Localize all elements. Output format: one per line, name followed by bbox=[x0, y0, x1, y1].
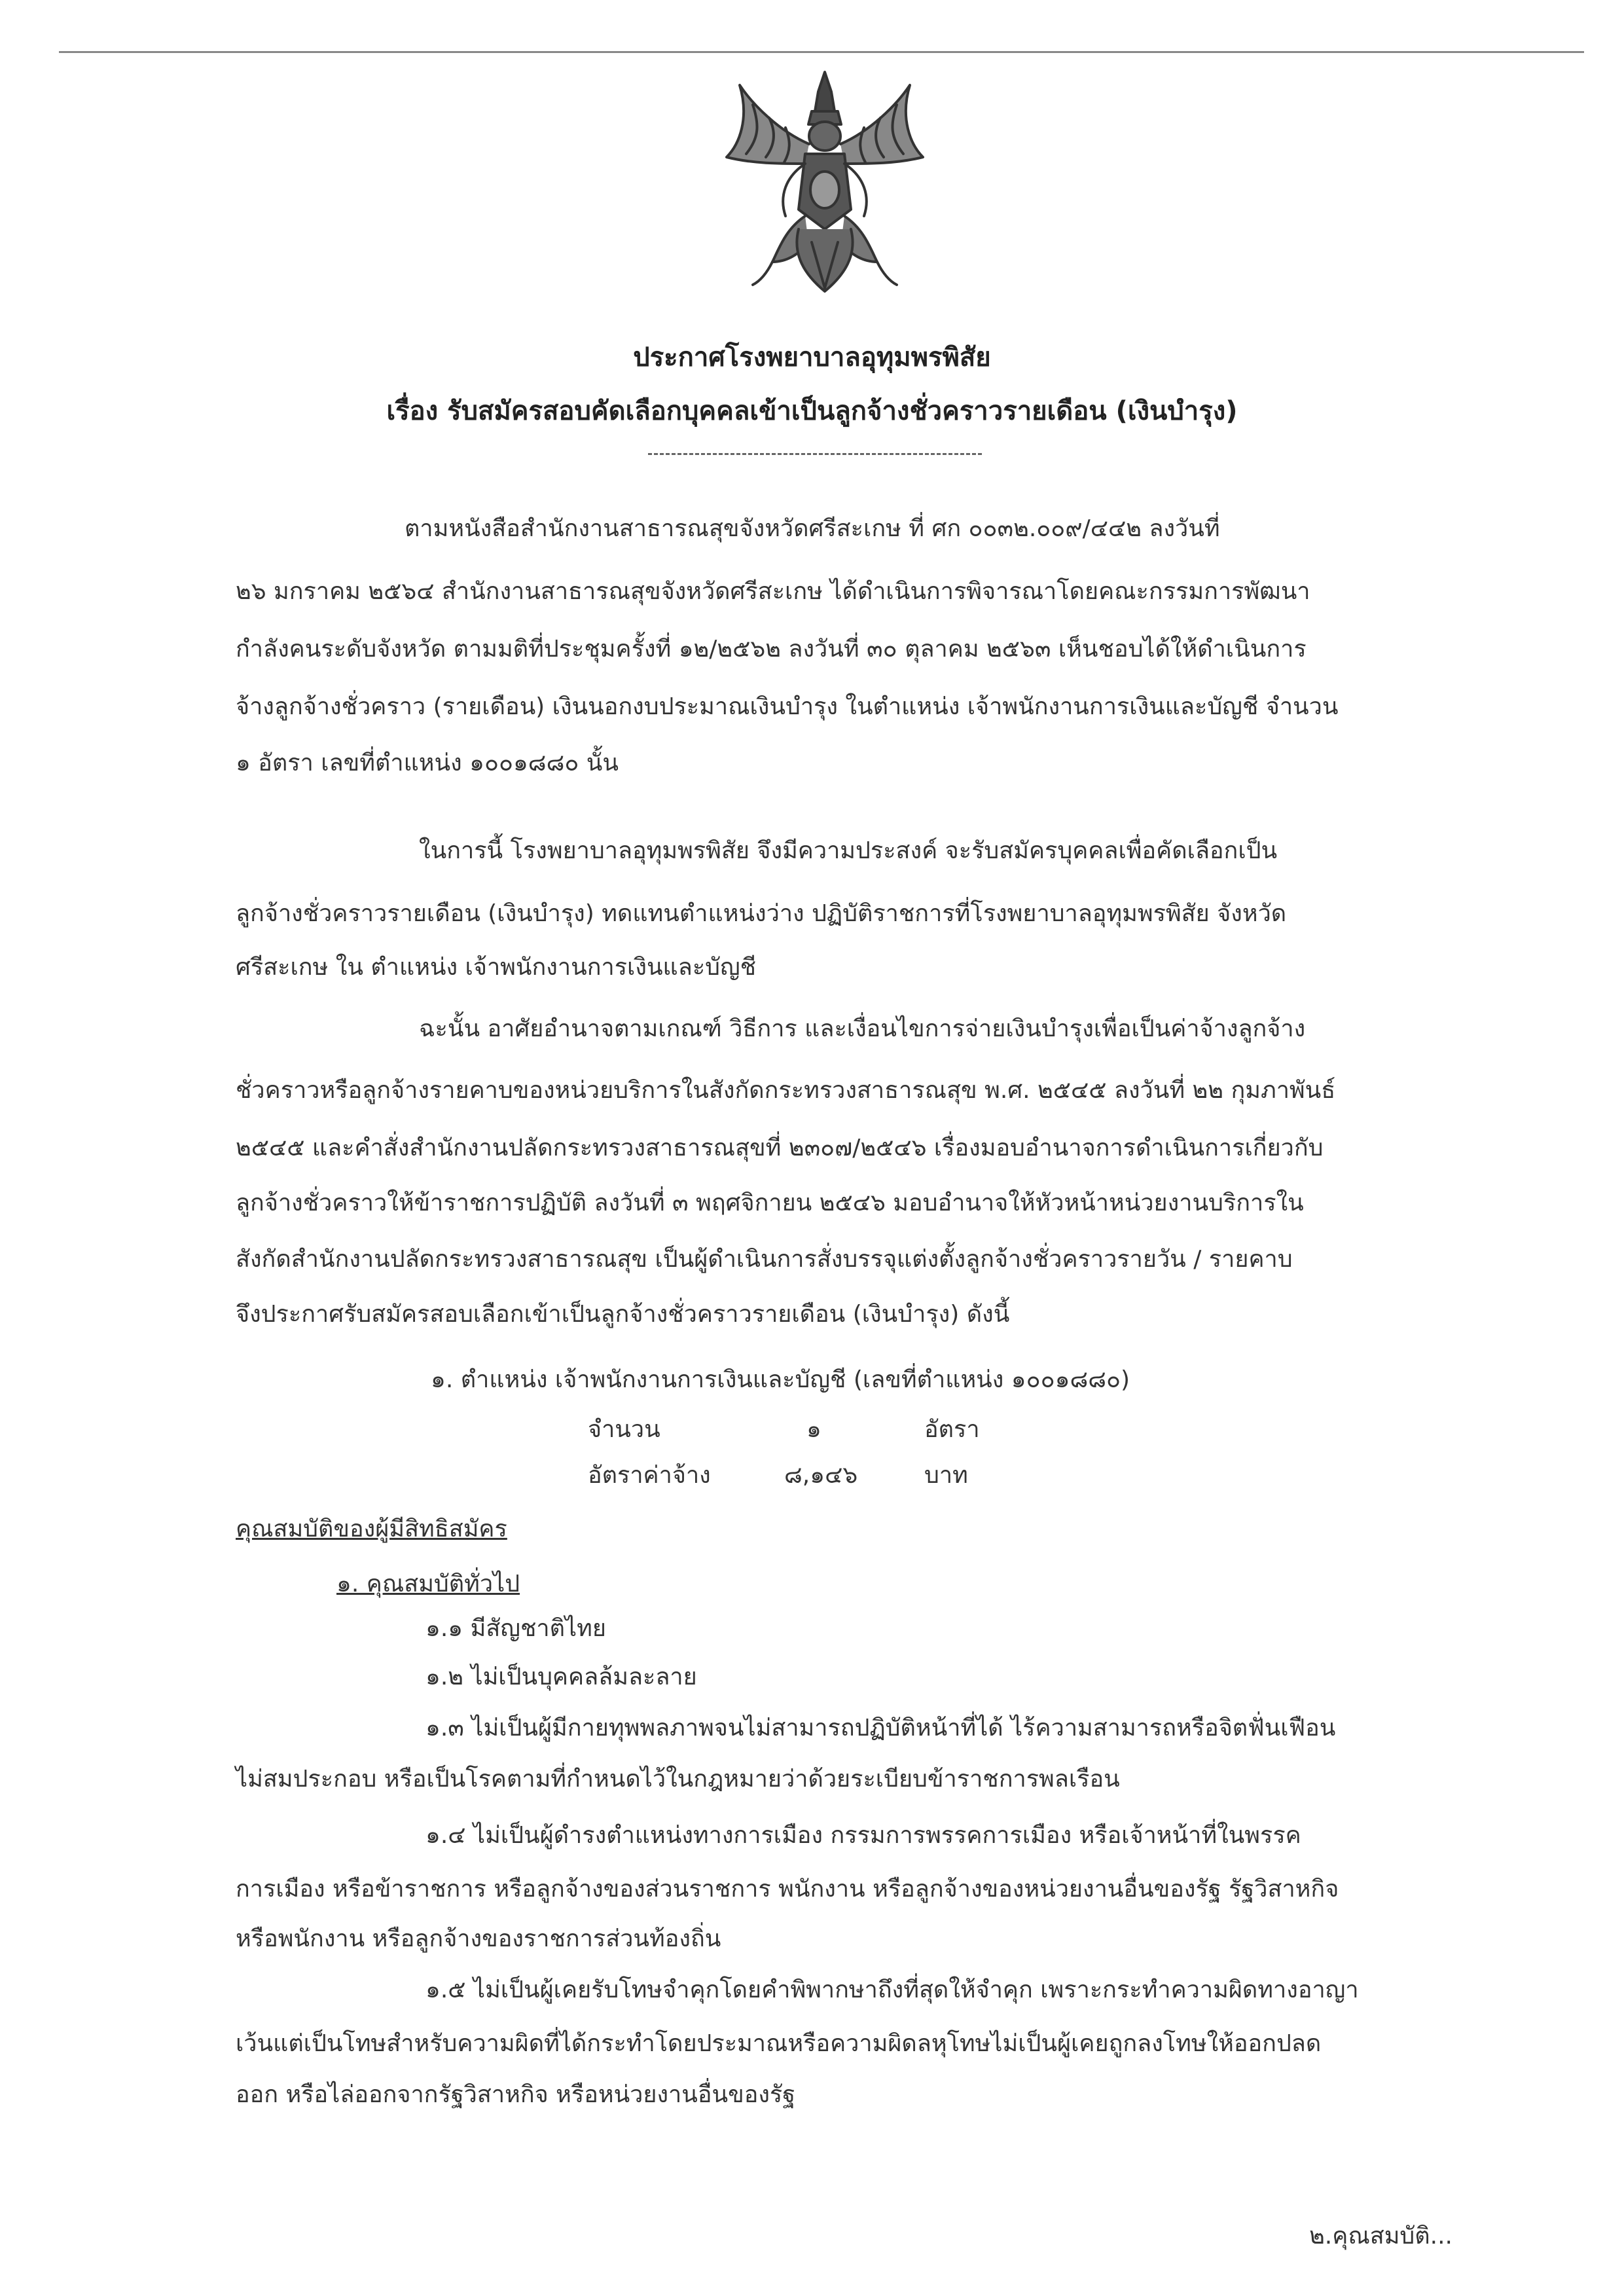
position-wage-label: อัตราค่าจ้าง bbox=[588, 1462, 711, 1489]
garuda-emblem-icon bbox=[713, 65, 936, 301]
position-wage-value: ๘,๑๔๖ bbox=[784, 1462, 858, 1489]
qualification-item-2: ๑.๒ ไม่เป็นบุคคลล้มละลาย bbox=[425, 1664, 697, 1690]
qualification-item-5-line-3: ออก หรือไล่ออกจากรัฐวิสาหกิจ หรือหน่วยงานอื่นของรัฐ bbox=[236, 2081, 796, 2108]
paragraph-1-line-2: ๒๖ มกราคม ๒๕๖๔ สำนักงานสาธารณสุขจังหวัดศรีสะเกษ ได้ดำเนินการพิจารณาโดยคณะกรรมการพัฒนา bbox=[236, 578, 1310, 605]
paragraph-1-line-5: ๑ อัตรา เลขที่ตำแหน่ง ๑๐๐๑๘๘๐ นั้น bbox=[236, 750, 619, 776]
paragraph-3-line-5: สังกัดสำนักงานปลัดกระทรวงสาธารณสุข เป็นผู้ดำเนินการสั่งบรรจุแต่งตั้งลูกจ้างชั่วคราวรายวัน / รายคาบ bbox=[236, 1246, 1293, 1273]
paragraph-1-line-4: จ้างลูกจ้างชั่วคราว (รายเดือน) เงินนอกงบประมาณเงินบำรุง ในตำแหน่ง เจ้าพนักงานการเงินและบัญชี จำนวน bbox=[236, 693, 1339, 720]
qualification-item-4-line-3: หรือพนักงาน หรือลูกจ้างของราชการส่วนท้องถิ่น bbox=[236, 1925, 721, 1952]
qualification-item-4-line-2: การเมือง หรือข้าราชการ หรือลูกจ้างของส่วนราชการ พนักงาน หรือลูกจ้างของหน่วยงานอื่นของรัฐ รัฐวิสาหกิจ bbox=[236, 1876, 1339, 1903]
page-title: ประกาศโรงพยาบาลอุทุมพรพิสัย bbox=[633, 342, 991, 373]
position-wage-unit: บาท bbox=[924, 1462, 968, 1489]
general-qualifications-heading: ๑. คุณสมบัติทั่วไป bbox=[336, 1571, 520, 1597]
paragraph-2-line-3: ศรีสะเกษ ใน ตำแหน่ง เจ้าพนักงานการเงินและบัญชี bbox=[236, 954, 757, 981]
paragraph-2-line-1: ในการนี้ โรงพยาบาลอุทุมพรพิสัย จึงมีความประสงค์ จะรับสมัครบุคคลเพื่อคัดเลือกเป็น bbox=[419, 837, 1278, 864]
paragraph-3-line-3: ๒๕๔๕ และคำสั่งสำนักงานปลัดกระทรวงสาธารณสุขที่ ๒๓๐๗/๒๕๔๖ เรื่องมอบอำนาจการดำเนินการเกี่ยวกับ bbox=[236, 1135, 1324, 1161]
position-count-label: จำนวน bbox=[588, 1416, 660, 1443]
qualification-item-4-line-1: ๑.๔ ไม่เป็นผู้ดำรงตำแหน่งทางการเมือง กรรมการพรรคการเมือง หรือเจ้าหน้าที่ในพรรค bbox=[425, 1822, 1301, 1849]
paragraph-2-line-2: ลูกจ้างชั่วคราวรายเดือน (เงินบำรุง) ทดแทนตำแหน่งว่าง ปฏิบัติราชการที่โรงพยาบาลอุทุมพรพิสัย จังหวัด bbox=[236, 900, 1287, 927]
qualification-item-1: ๑.๑ มีสัญชาติไทย bbox=[425, 1615, 606, 1642]
position-heading: ๑. ตำแหน่ง เจ้าพนักงานการเงินและบัญชี (เลขที่ตำแหน่ง ๑๐๐๑๘๘๐) bbox=[431, 1366, 1130, 1393]
qualification-item-3-line-1: ๑.๓ ไม่เป็นผู้มีกายทุพพลภาพจนไม่สามารถปฏิบัติหน้าที่ได้ ไร้ความสามารถหรือจิตฟั่นเฟือน bbox=[425, 1715, 1336, 1741]
continuation-marker: ๒.คุณสมบัติ... bbox=[1309, 2223, 1453, 2250]
qualification-item-3-line-2: ไม่สมประกอบ หรือเป็นโรคตามที่กำหนดไว้ในกฎหมายว่าด้วยระเบียบข้าราชการพลเรือน bbox=[236, 1766, 1120, 1793]
paragraph-3-line-2: ชั่วคราวหรือลูกจ้างรายคาบของหน่วยบริการในสังกัดกระทรวงสาธารณสุข พ.ศ. ๒๕๔๕ ลงวันที่ ๒๒ กุมภาพันธ์ bbox=[236, 1077, 1336, 1104]
qualifications-heading: คุณสมบัติของผู้มีสิทธิสมัคร bbox=[236, 1516, 507, 1542]
title-divider bbox=[648, 453, 982, 455]
subject-line: เรื่อง รับสมัครสอบคัดเลือกบุคคลเข้าเป็นลูกจ้างชั่วคราวรายเดือน (เงินบำรุง) bbox=[386, 396, 1238, 426]
paragraph-3-line-6: จึงประกาศรับสมัครสอบเลือกเข้าเป็นลูกจ้างชั่วคราวรายเดือน (เงินบำรุง) ดังนี้ bbox=[236, 1301, 1010, 1328]
qualification-item-5-line-1: ๑.๕ ไม่เป็นผู้เคยรับโทษจำคุกโดยคำพิพากษาถึงที่สุดให้จำคุก เพราะกระทำความผิดทางอาญา bbox=[425, 1977, 1359, 2003]
top-scan-edge bbox=[59, 51, 1584, 53]
paragraph-1-line-1: ตามหนังสือสำนักงานสาธารณสุขจังหวัดศรีสะเกษ ที่ ศก ๐๐๓๒.๐๐๙/๔๔๒ ลงวันที่ bbox=[405, 515, 1220, 542]
qualification-item-5-line-2: เว้นแต่เป็นโทษสำหรับความผิดที่ได้กระทำโดยประมาณหรือความผิดลหุโทษไม่เป็นผู้เคยถูกลงโทษให้ออกปลด bbox=[236, 2030, 1322, 2057]
position-count-unit: อัตรา bbox=[924, 1416, 980, 1443]
paragraph-1-line-3: กำลังคนระดับจังหวัด ตามมติที่ประชุมครั้งที่ ๑๒/๒๕๖๒ ลงวันที่ ๓๐ ตุลาคม ๒๕๖๓ เห็นชอบได้ให้ดำเนินการ bbox=[236, 636, 1307, 663]
position-count-value: ๑ bbox=[806, 1416, 821, 1443]
paragraph-3-line-4: ลูกจ้างชั่วคราวให้ข้าราชการปฏิบัติ ลงวันที่ ๓ พฤศจิกายน ๒๕๔๖ มอบอำนาจให้หัวหน้าหน่วยงานบริการใน bbox=[236, 1190, 1304, 1216]
paragraph-3-line-1: ฉะนั้น อาศัยอำนาจตามเกณฑ์ วิธีการ และเงื่อนไขการจ่ายเงินบำรุงเพื่อเป็นค่าจ้างลูกจ้าง bbox=[419, 1015, 1306, 1042]
